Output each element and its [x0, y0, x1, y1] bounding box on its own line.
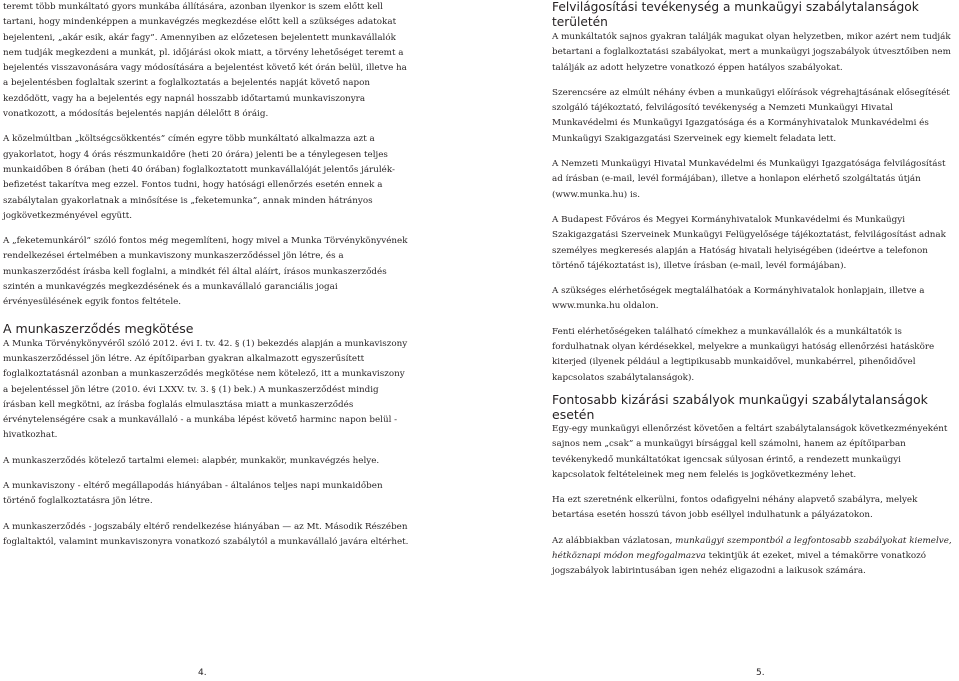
paragraph-black-work: A „feketemunkáról” szóló fontos még megemlíteni, hogy mivel a Munka Törvénykönyvének rendelkezései értelmében a munkaviszony munkaszerződéssel jön létre, és a munkaszerződést írásba kell foglalni, a mindkét fél által aláírt, írásos munkaszerződés szintén a munkavégzés megkezdésének és a munkavállaló garanciális jogai érvényesülésének egyik fontos feltétele.	[3, 236, 408, 308]
paragraph-employers: A munkáltatók sajnos gyakran találják magukat olyan helyzetben, mikor azért nem tudják betartani a foglalkoztatási szabályokat, mert a munkaügyi jogszabályok útvesztőiben nem találják az adott helyzetre vonatkozó éppen hatályos szabályokat.	[552, 32, 951, 73]
page-number-left: 4.	[198, 668, 207, 678]
paragraph-labor-code: A Munka Törvénykönyvéről szóló 2012. évi I. tv. 42. § (1) bekezdés alapján a munkaviszony munkaszerződéssel jön létre. Az építőiparban gyakran alkalmazott egyszerűsített foglalkoztatásnál azonban a munkaszerződés megkötése nem kötelező, itt a munkaviszony a bejelentéssel jön létre (2010. évi LXXV. tv. 3. § (1) bek.) A munkaszerződést mindig írásban kell megkötni, az írásba foglalás elmulasztása miatt a munkaszerződés érvénytelenségére csak a munkavállaló - a munkába lépést követő harminc napon belül - hivatkozhat.	[3, 338, 408, 441]
paragraph-fortunately: Szerencsére az elmúlt néhány évben a munkaügyi előírások végrehajtásának elősegítését szolgáló tájékoztató, felvilágosító tevékenység a Nemzeti Munkaügyi Hivatal Munkavédelmi és Munkaügyi Igazgatósága és a Kormányhivatalok Munkavédelmi és Munkaügyi Szakigazgatási Szerveinek egy kiemelt feladata lett.	[552, 87, 950, 144]
overview-emphasis: munkaügyi szempontból a legfontosabb szabályokat kiemelve, hétköznapi módon megfogalmazva	[552, 535, 952, 562]
heading-contract: A munkaszerződés megkötése	[3, 320, 194, 336]
paragraph-national-office: A Nemzeti Munkaügyi Hivatal Munkavédelmi és Munkaügyi Igazgatósága felvilágosítást ad írásban (e-mail, levél formájában), illetve a honlapon elérhető szolgáltatás útján (www.munka.hu) is.	[552, 159, 946, 200]
paragraph-intro: teremt több munkáltató gyors munkába állítására, azonban ilyenkor is szem előtt kell tartani, hogy mindenképpen a munkavégzés megkezdése előtt kell a szükséges adatokat bejelenteni, „akár esik, akár fagy”. Amennyiben az előzetesen bejelentett munkavállalók nem tudják megkezdeni a munkát, pl. időjárási okok miatt, a törvény lehetőséget teremt a bejelentés visszavonására vagy módosítására a bejelentést követő két órán belül, illetve ha a bejelentésben foglaltak szerint a foglalkoztatás a bejelentés napját követő napon kezdődött, vagy ha a bejelentés egy napnál hosszabb időtartamú munkaviszonyra vonatkozott, a módosítás bejelentés napján délelőtt 8 óráig.	[3, 2, 407, 120]
paragraph-overview	[552, 534, 956, 580]
overview-text-end: tekintjük át ezeket, mivel a témakörre vonatkozó jogszabályok labirintusában igen nehéz eligazodni a laikusok számára.	[552, 551, 927, 577]
paragraph-cost-cutting: A közelmúltban „költségcsökkentés” címén egyre több munkáltató alkalmazza azt a gyakorlatot, hogy 4 órás részmunkaidőre (heti 20 órára) jelenti be a ténylegesen teljes munkaidőben 8 órában (heti 40 órában) foglalkoztatott munkavállalóját jelentős járulék-befizetést takarítva meg ezzel. Fontos tudni, hogy hatósági ellenőrzés esetén ennek a szabálytalan gyakorlatnak a minősítése is „feketemunka”, annak minden hátrányos jogkövetkezményével együtt.	[3, 134, 395, 221]
paragraph-avoid: Ha ezt szeretnénk elkerülni, fontos odafigyelni néhány alapvető szabályra, melyek betartása esetén hosszú távon jobb eséllyel indulhatunk a pályázatokon.	[552, 495, 918, 521]
paragraph-budapest: A Budapest Főváros és Megyei Kormányhivatalok Munkavédelmi és Munkaügyi Szakigazgatási Szerveinek Munkaügyi Felügyelősége tájékoztatást, felvilágosítást adnak személyes megkeresés alapján a Hatóság hivatali helyiségében (ideértve a telefonon történő tájékoztatást is), illetve írásban (e-mail, levél formájában).	[552, 214, 946, 271]
heading-information: Felvilágosítási tevékenység a munkaügyi szabálytalanságok területén	[552, 0, 919, 29]
heading-exclusion-rules: Fontosabb kizárási szabályok munkaügyi szabálytalanságok esetén	[552, 391, 928, 422]
paragraph-deviation: A munkaszerződés - jogszabály eltérő rendelkezése hiányában — az Mt. Második Részében foglaltaktól, valamint munkaviszonyra vonatkozó szabálytól a munkavállaló javára eltérhet.	[3, 521, 409, 547]
paragraph-contacts: A szükséges elérhetőségek megtalálhatóak a Kormányhivatalok honlapjain, illetve a www.munka.hu oldalon.	[552, 286, 925, 312]
paragraph-questions: Fenti elérhetőségeken található címekhez a munkavállalók és a munkáltatók is fordulhatnak olyan kérdésekkel, melyekre a munkaügyi hatóság ellenőrzési hatásköre kiterjed (ilyenek például a legtipikusabb munkaidővel, munkabérrel, pihenőidővel kapcsolatos szabálytalanságok).	[552, 326, 935, 383]
paragraph-full-time: A munkaviszony - eltérő megállapodás hiányában - általános teljes napi munkaidőben történő foglalkoztatásra jön létre.	[3, 481, 383, 507]
overview-text-start: Az alábbiakban vázlatosan,	[552, 535, 676, 546]
page-number-right: 5.	[756, 668, 765, 678]
paragraph-mandatory-elements: A munkaszerződés kötelező tartalmi elemei: alapbér, munkakör, munkavégzés helye.	[3, 455, 380, 466]
right-page	[552, 0, 956, 580]
paragraph-consequences: Egy-egy munkaügyi ellenőrzést követően a feltárt szabálytalanságok következményeként sajnos nem „csak” a munkaügyi bírsággal kell számolni, hanem az építőiparban tevékenykedő munkáltatókat igencsak súlyosan érintő, a rendezett munkaügyi kapcsolatok feltételeinek meg nem felelés is jogkövetkezmény lehet.	[552, 423, 948, 480]
left-page	[3, 0, 409, 550]
